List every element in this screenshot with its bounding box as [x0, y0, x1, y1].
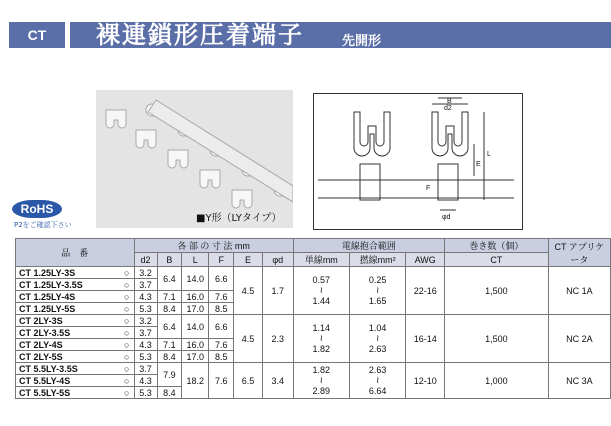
table-header-row	[16, 239, 611, 253]
table-row	[16, 363, 611, 375]
circle-mark: ○	[120, 387, 134, 399]
cell-d2: 4.3	[134, 291, 157, 303]
product-photo	[96, 90, 293, 228]
cell-awg: 16-14	[406, 315, 445, 363]
cell-d2: 3.7	[134, 327, 157, 339]
diagram-label-b: B	[447, 98, 452, 105]
cell-l: 14.0	[182, 267, 209, 291]
circle-mark: ○	[120, 339, 134, 351]
diagram-label-e: E	[476, 161, 481, 168]
cell-single: 1.14 ≀ 1.82	[293, 315, 349, 363]
product-name: CT 1.25LY-4S	[16, 291, 120, 303]
col-l: L	[182, 253, 209, 267]
circle-mark: ○	[120, 267, 134, 279]
diagram-label-phid: φd	[442, 214, 451, 221]
cell-ct: 1,500	[445, 315, 549, 363]
cell-phid: 3.4	[262, 363, 293, 399]
cell-f: 7.6	[209, 339, 234, 351]
cell-l: 18.2	[182, 363, 209, 399]
col-product: 品 番	[16, 239, 135, 267]
col-awg: AWG	[406, 253, 445, 267]
cell-e: 4.5	[234, 315, 263, 363]
product-name: CT 1.25LY-3S	[16, 267, 120, 279]
product-name: CT 5.5LY-4S	[16, 375, 120, 387]
cell-b: 6.4	[157, 267, 182, 291]
cell-d2: 3.7	[134, 363, 157, 375]
rohs-note: P2をご確認下さい	[14, 221, 72, 229]
page-title: 裸連鎖形圧着端子	[96, 21, 304, 49]
cell-single: 0.57 ≀ 1.44	[293, 267, 349, 315]
col-phid: φd	[262, 253, 293, 267]
circle-mark: ○	[120, 327, 134, 339]
cell-b: 7.9	[157, 363, 182, 387]
spec-table	[15, 238, 611, 399]
cell-stranded: 1.04 ≀ 2.63	[350, 315, 406, 363]
terminal-strip-illustration	[96, 90, 293, 228]
cell-d2: 4.3	[134, 375, 157, 387]
cell-f: 6.6	[209, 267, 234, 291]
cell-l: 17.0	[182, 303, 209, 315]
dimension-diagram	[313, 93, 523, 230]
cell-d2: 5.3	[134, 387, 157, 399]
product-name: CT 2LY-4S	[16, 339, 120, 351]
col-stranded: 撚線mm²	[350, 253, 406, 267]
cell-b: 8.4	[157, 387, 182, 399]
table-row	[16, 267, 611, 279]
col-f: F	[209, 253, 234, 267]
cell-d2: 3.2	[134, 315, 157, 327]
cell-b: 8.4	[157, 351, 182, 363]
cell-stranded: 0.25 ≀ 1.65	[350, 267, 406, 315]
cell-l: 14.0	[182, 315, 209, 339]
circle-mark: ○	[120, 315, 134, 327]
cell-ct: 1,500	[445, 267, 549, 315]
product-name: CT 2LY-3.5S	[16, 327, 120, 339]
cell-f: 6.6	[209, 315, 234, 339]
cell-l: 16.0	[182, 291, 209, 303]
col-dims: 各 部 の 寸 法 mm	[134, 239, 293, 253]
col-ct: CT	[445, 253, 549, 267]
cell-l: 17.0	[182, 351, 209, 363]
col-wire: 電線抱合範囲	[293, 239, 444, 253]
cell-awg: 22-16	[406, 267, 445, 315]
col-single: 単線mm	[293, 253, 349, 267]
cell-b: 7.1	[157, 291, 182, 303]
cell-applicator: NC 3A	[548, 363, 610, 399]
cell-awg: 12-10	[406, 363, 445, 399]
page-subtitle: 先開形	[342, 34, 382, 49]
col-e: E	[234, 253, 263, 267]
cell-d2: 3.2	[134, 267, 157, 279]
rohs-logo: RoHS	[12, 200, 62, 218]
cell-f: 7.6	[209, 291, 234, 303]
cell-single: 1.82 ≀ 2.89	[293, 363, 349, 399]
cell-f: 8.5	[209, 303, 234, 315]
product-name: CT 5.5LY-5S	[16, 387, 120, 399]
cell-ct: 1,000	[445, 363, 549, 399]
cell-applicator: NC 2A	[548, 315, 610, 363]
col-reel: 巻き数（個）	[445, 239, 549, 253]
product-name: CT 1.25LY-5S	[16, 303, 120, 315]
circle-mark: ○	[120, 363, 134, 375]
col-d2: d2	[134, 253, 157, 267]
cell-d2: 3.7	[134, 279, 157, 291]
circle-mark: ○	[120, 303, 134, 315]
product-name: CT 2LY-5S	[16, 351, 120, 363]
cell-phid: 1.7	[262, 267, 293, 315]
circle-mark: ○	[120, 351, 134, 363]
cell-e: 4.5	[234, 267, 263, 315]
cell-b: 6.4	[157, 315, 182, 339]
cell-e: 6.5	[234, 363, 263, 399]
product-name: CT 2LY-3S	[16, 315, 120, 327]
product-name: CT 1.25LY-3.5S	[16, 279, 120, 291]
product-name: CT 5.5LY-3.5S	[16, 363, 120, 375]
cell-d2: 4.3	[134, 339, 157, 351]
photo-caption: ■Y形（LYタイプ）	[196, 209, 282, 224]
col-applicator: CT アプリケータ	[548, 239, 610, 267]
cell-b: 7.1	[157, 339, 182, 351]
cell-b: 8.4	[157, 303, 182, 315]
cell-phid: 2.3	[262, 315, 293, 363]
circle-mark: ○	[120, 291, 134, 303]
diagram-label-d2: d2	[444, 105, 452, 112]
diagram-label-l: L	[487, 151, 491, 158]
terminal-drawing	[314, 94, 522, 229]
cell-f: 7.6	[209, 363, 234, 399]
cell-stranded: 2.63 ≀ 6.64	[350, 363, 406, 399]
table-row	[16, 315, 611, 327]
cell-f: 8.5	[209, 351, 234, 363]
cell-d2: 5.3	[134, 351, 157, 363]
category-tag: CT	[9, 22, 65, 48]
cell-d2: 5.3	[134, 303, 157, 315]
col-b: B	[157, 253, 182, 267]
circle-mark: ○	[120, 375, 134, 387]
cell-l: 16.0	[182, 339, 209, 351]
circle-mark: ○	[120, 279, 134, 291]
diagram-label-f: F	[426, 185, 431, 192]
cell-applicator: NC 1A	[548, 267, 610, 315]
